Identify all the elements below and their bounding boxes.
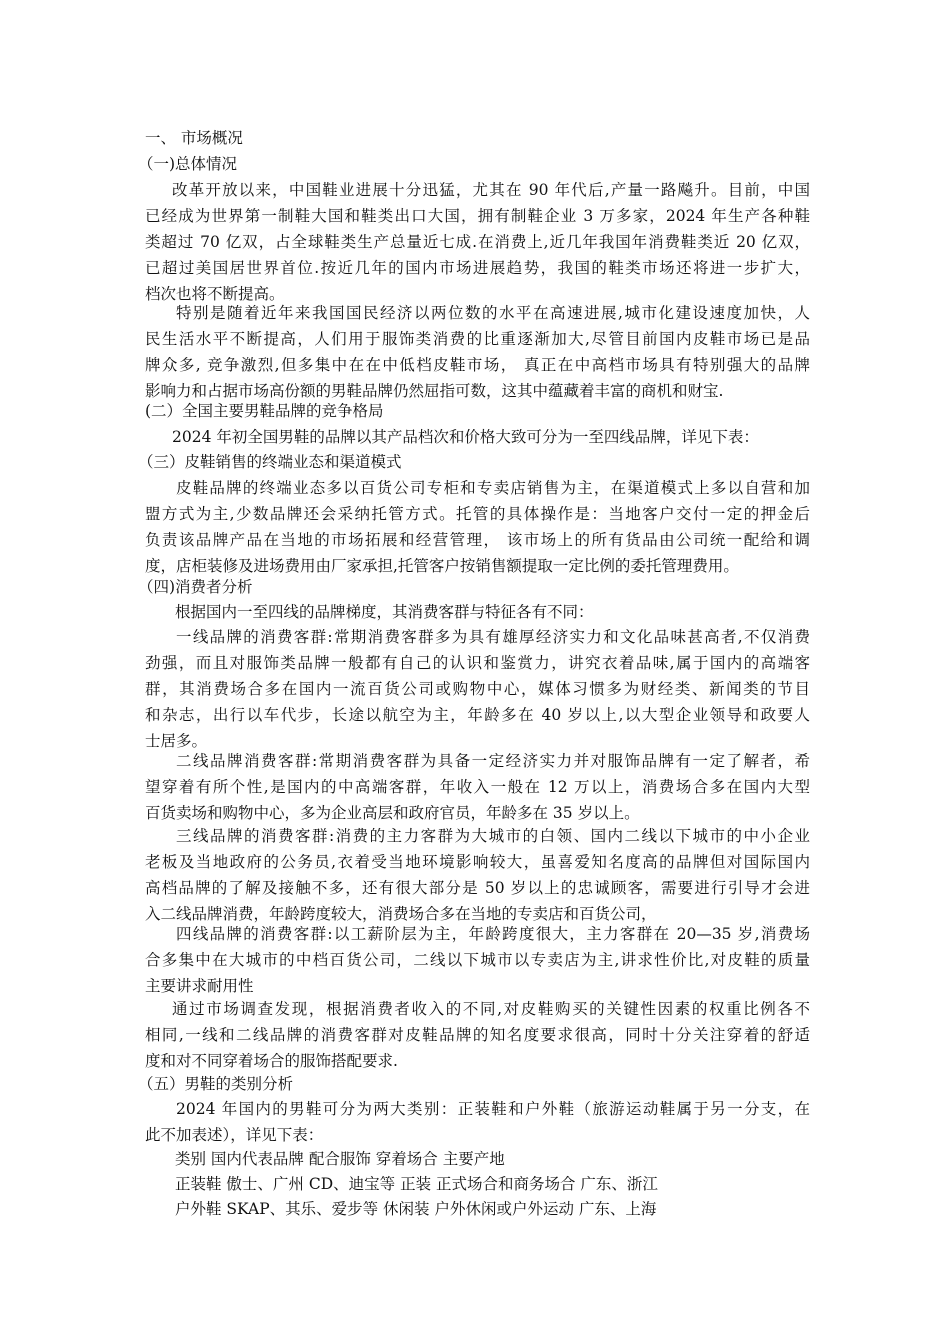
text-line: 相同,一线和二线品牌的消费客群对皮鞋品牌的知名度要求很高，同时十分关注穿着的舒适 bbox=[145, 1026, 810, 1044]
subsection-title-channels: （三）皮鞋销售的终端业态和渠道模式 bbox=[138, 453, 402, 471]
text-line: 一线品牌的消费客群:常期消费客群多为具有雄厚经济实力和文化品味甚高者,不仅消费 bbox=[176, 628, 810, 646]
text-line: 度，店柜装修及进场费用由厂家承担,托管客户按销售额提取一定比例的委托管理费用。 bbox=[145, 557, 739, 575]
text-line: 士居多。 bbox=[145, 732, 208, 750]
paragraph-channels bbox=[145, 475, 810, 579]
paragraph-tier2 bbox=[145, 748, 810, 826]
text-line: 通过市场调查发现，根据消费者收入的不同,对皮鞋购买的关键性因素的权重比例各不 bbox=[172, 1000, 810, 1018]
text-line: 百货卖场和购物中心，多为企业高层和政府官员，年龄多在 35 岁以上。 bbox=[145, 804, 640, 822]
text-line: 2024 年国内的男鞋可分为两大类别：正装鞋和户外鞋（旅游运动鞋属于另一分支，在 bbox=[176, 1100, 810, 1118]
text-line: 群，其消费场合多在国内一流百货公司或购物中心，媒体习惯多为财经类、新闻类的节目 bbox=[145, 680, 810, 698]
text-line: 负责该品牌产品在当地的市场拓展和经营管理， 该市场上的所有货品由公司统一配给和调 bbox=[145, 531, 810, 549]
subsection-title-consumers: （四)消费者分析 bbox=[138, 578, 253, 596]
paragraph-consumers-intro: 根据国内一至四线的品牌梯度，其消费客群与特征各有不同： bbox=[175, 603, 594, 621]
paragraph-overall-1 bbox=[145, 177, 810, 307]
subsection-title-competition: (二）全国主要男鞋品牌的竞争格局 bbox=[145, 402, 384, 420]
table-row-outdoor-shoes: 户外鞋 SKAP、其乐、爱步等 休闲装 户外休闲或户外运动 广东、上海 bbox=[175, 1200, 657, 1218]
text-line: 此不加表述），详见下表： bbox=[145, 1126, 324, 1144]
text-line: 望穿着有所个性,是国内的中高端客群，年收入一般在 12 万以上，消费场合多在国内大型 bbox=[145, 778, 810, 796]
subsection-title-categories: （五）男鞋的类别分析 bbox=[138, 1075, 294, 1093]
text-line: 合多集中在大城市的中档百货公司，二线以下城市以专卖店为主,讲求性价比,对皮鞋的质量 bbox=[145, 951, 810, 969]
text-line: 四线品牌的消费客群:以工薪阶层为主，年龄跨度很大，主力客群在 20—35 岁,消费场 bbox=[176, 925, 810, 943]
paragraph-competition: 2024 年初全国男鞋的品牌以其产品档次和价格大致可分为一至四线品牌，详见下表： bbox=[172, 428, 759, 446]
text-line: 已经成为世界第一制鞋大国和鞋类出口大国，拥有制鞋企业 3 万多家，2024 年生产各种鞋 bbox=[145, 207, 810, 225]
table-row-header: 类别 国内代表品牌 配合服饰 穿着场合 主要产地 bbox=[175, 1150, 505, 1168]
text-line: 二线品牌消费客群:常期消费客群为具备一定经济实力并对服饰品牌有一定了解者，希 bbox=[176, 752, 810, 770]
paragraph-tier4 bbox=[145, 921, 810, 999]
text-line: 度和对不同穿着场合的服饰搭配要求. bbox=[145, 1052, 398, 1070]
text-line: 特别是随着近年来我国国民经济以两位数的水平在高速进展,城市化建设速度加快，人 bbox=[176, 304, 810, 322]
paragraph-categories bbox=[145, 1096, 810, 1148]
text-line: 民生活水平不断提高，人们用于服饰类消费的比重逐渐加大,尽管目前国内皮鞋市场已是品 bbox=[145, 330, 810, 348]
text-line: 类超过 70 亿双，占全球鞋类生产总量近七成.在消费上,近几年我国年消费鞋类近 20 亿双， bbox=[145, 233, 810, 251]
text-line: 三线品牌的消费客群:消费的主力客群为大城市的白领、国内二线以下城市的中小企业 bbox=[176, 827, 810, 845]
text-line: 劲强，而且对服饰类品牌一般都有自己的认识和鉴赏力，讲究衣着品味,属于国内的高端客 bbox=[145, 654, 810, 672]
paragraph-survey bbox=[145, 996, 810, 1074]
text-line: 老板及当地政府的公务员,衣着受当地环境影响较大，虽喜爱知名度高的品牌但对国际国内 bbox=[145, 853, 810, 871]
text-line: 已超过美国居世界首位.按近几年的国内市场进展趋势，我国的鞋类市场还将进一步扩大， bbox=[145, 259, 810, 277]
text-line: 改革开放以来，中国鞋业进展十分迅猛，尤其在 90 年代后,产量一路飚升。目前，中国 bbox=[172, 181, 810, 199]
text-line: 档次也将不断提高。 bbox=[145, 285, 285, 303]
text-line: 皮鞋品牌的终端业态多以百货公司专柜和专卖店销售为主，在渠道模式上多以自营和加 bbox=[176, 479, 810, 497]
paragraph-overall-2 bbox=[145, 300, 810, 404]
text-line: 高档品牌的了解及接触不多，还有很大部分是 50 岁以上的忠诚顾客，需要进行引导才会进 bbox=[145, 879, 810, 897]
text-line: 和杂志，出行以车代步，长途以航空为主，年龄多在 40 岁以上,以大型企业领导和政要人 bbox=[145, 706, 810, 724]
text-line: 牌众多, 竞争激烈,但多集中在在中低档皮鞋市场， 真正在中高档市场具有特别强大的品牌 bbox=[145, 356, 810, 374]
table-row-formal-shoes: 正装鞋 傲士、广州 CD、迪宝等 正装 正式场合和商务场合 广东、浙江 bbox=[175, 1175, 658, 1193]
paragraph-tier3 bbox=[145, 823, 810, 927]
paragraph-tier1 bbox=[145, 624, 810, 754]
text-line: 盟方式为主,少数品牌还会采纳托管方式。托管的具体操作是：当地客户交付一定的押金后 bbox=[145, 505, 810, 523]
text-line: 主要讲求耐用性 bbox=[145, 977, 254, 995]
text-line: 入二线品牌消费，年龄跨度较大，消费场合多在当地的专卖店和百货公司， bbox=[145, 905, 657, 923]
section-title-market-overview: 一、 市场概况 bbox=[145, 129, 243, 147]
text-line: 影响力和占据市场高份额的男鞋品牌仍然屈指可数，这其中蕴藏着丰富的商机和财宝. bbox=[145, 382, 724, 400]
subsection-title-overall: （一)总体情况 bbox=[138, 155, 238, 173]
